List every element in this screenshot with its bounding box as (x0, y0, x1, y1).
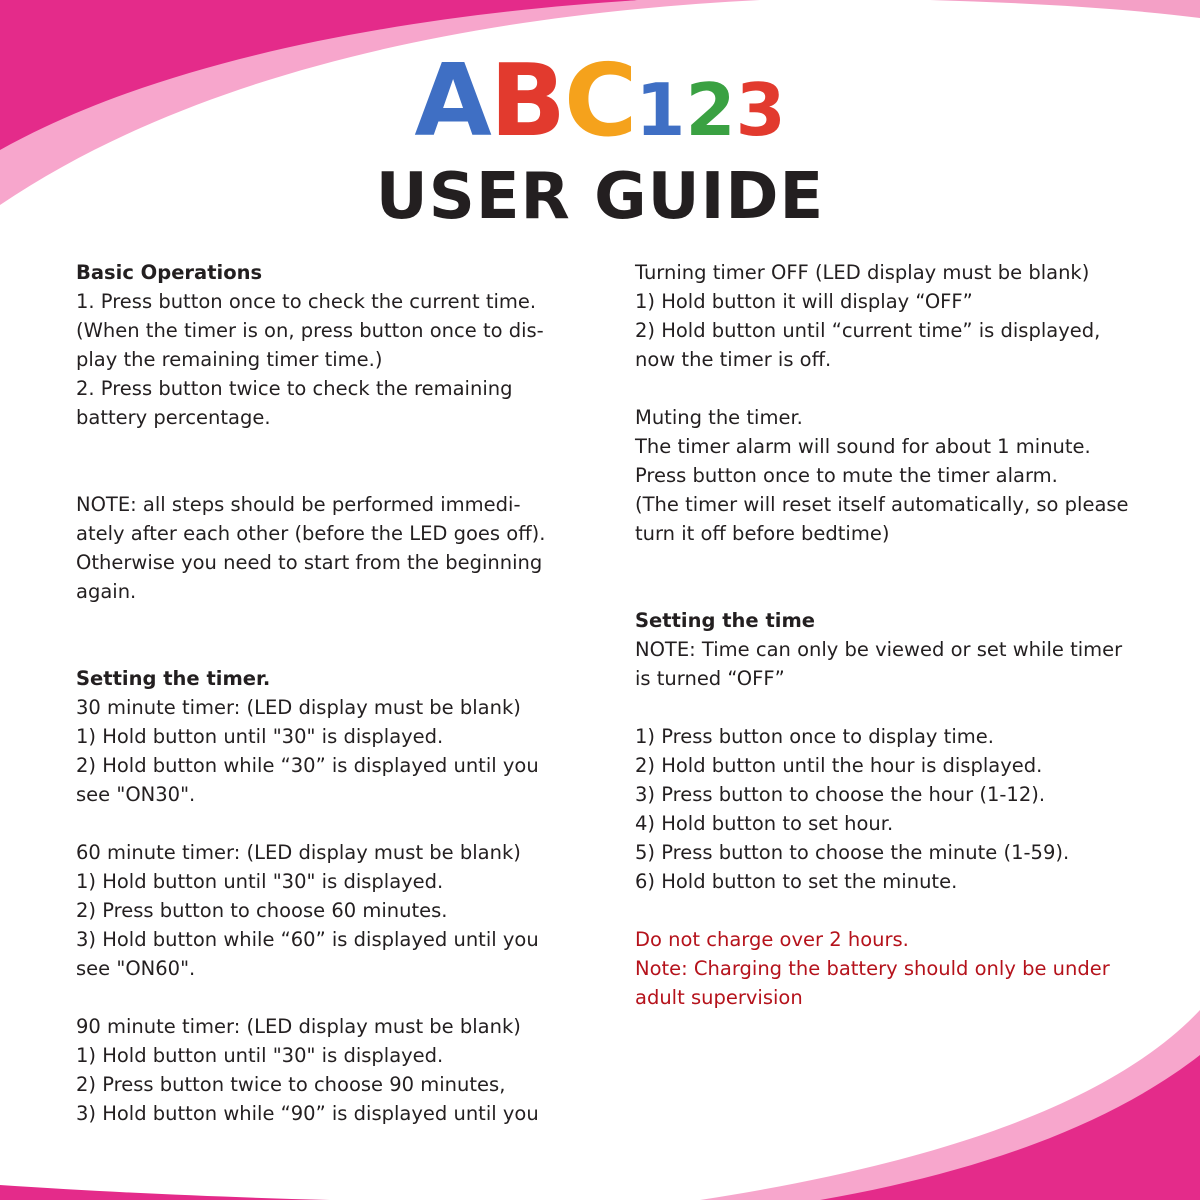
logo-letter-a: A (414, 42, 490, 159)
bottom-left-swoosh (0, 1185, 330, 1200)
basic-operations-text: 1. Press button once to check the current time. (When the timer is on, press button once to dis- play the remaining timer time.) 2. Press button twice to check the remaining battery percentage. (76, 290, 544, 429)
charging-warning: Do not charge over 2 hours. Note: Charging the battery should only be under adult supervision (635, 928, 1110, 1009)
setting-timer-heading: Setting the timer. (76, 667, 271, 690)
abc123-logo (0, 42, 1200, 165)
logo-digit-2: 2 (685, 68, 736, 152)
page-title: USER GUIDE (375, 160, 825, 234)
timer-60-instructions: 60 minute timer: (LED display must be blank) 1) Hold button until "30" is displayed. 2) Press button to choose 60 minutes. 3) Hold button while “60” is displayed until you see "ON60". (76, 841, 539, 980)
basic-operations-heading: Basic Operations (76, 261, 263, 284)
timer-30-instructions: 30 minute timer: (LED display must be blank) 1) Hold button until "30" is displayed. 2) Hold button while “30” is displayed until you see "ON30". (76, 696, 539, 806)
logo-digit-3: 3 (735, 68, 786, 152)
basic-operations-note: NOTE: all steps should be performed immedi- ately after each other (before the LED goes off). Otherwise you need to start from the beginning again. (76, 493, 546, 603)
timer-90-instructions: 90 minute timer: (LED display must be blank) 1) Hold button until "30" is displayed. 2) Press button twice to choose 90 minutes, 3) Hold button while “90” is displayed until you (76, 1015, 539, 1125)
setting-time-steps: 1) Press button once to display time. 2) Hold button until the hour is displayed. 3) Press button to choose the hour (1-12). 4) Hold button to set hour. 5) Press button to choose the minute (1-59). 6) Hold button to set the minute. (635, 725, 1070, 893)
right-column (635, 258, 1165, 1012)
logo-digit-1: 1 (635, 68, 686, 152)
setting-time-note: NOTE: Time can only be viewed or set while timer is turned “OFF” (635, 638, 1123, 690)
mute-timer-instructions: Muting the timer. The timer alarm will sound for about 1 minute. Press button once to mute the timer alarm. (The timer will reset itself automatically, so please turn it off before bedtime) (635, 406, 1129, 545)
logo-letter-c: C (563, 42, 636, 159)
left-column (76, 258, 596, 1128)
top-right-swoosh (930, 0, 1200, 18)
timer-off-instructions: Turning timer OFF (LED display must be blank) 1) Hold button it will display “OFF” 2) Hold button until “current time” is displayed, now the timer is off. (635, 261, 1101, 371)
logo-letter-b: B (489, 42, 564, 159)
setting-time-heading: Setting the time (635, 609, 815, 632)
